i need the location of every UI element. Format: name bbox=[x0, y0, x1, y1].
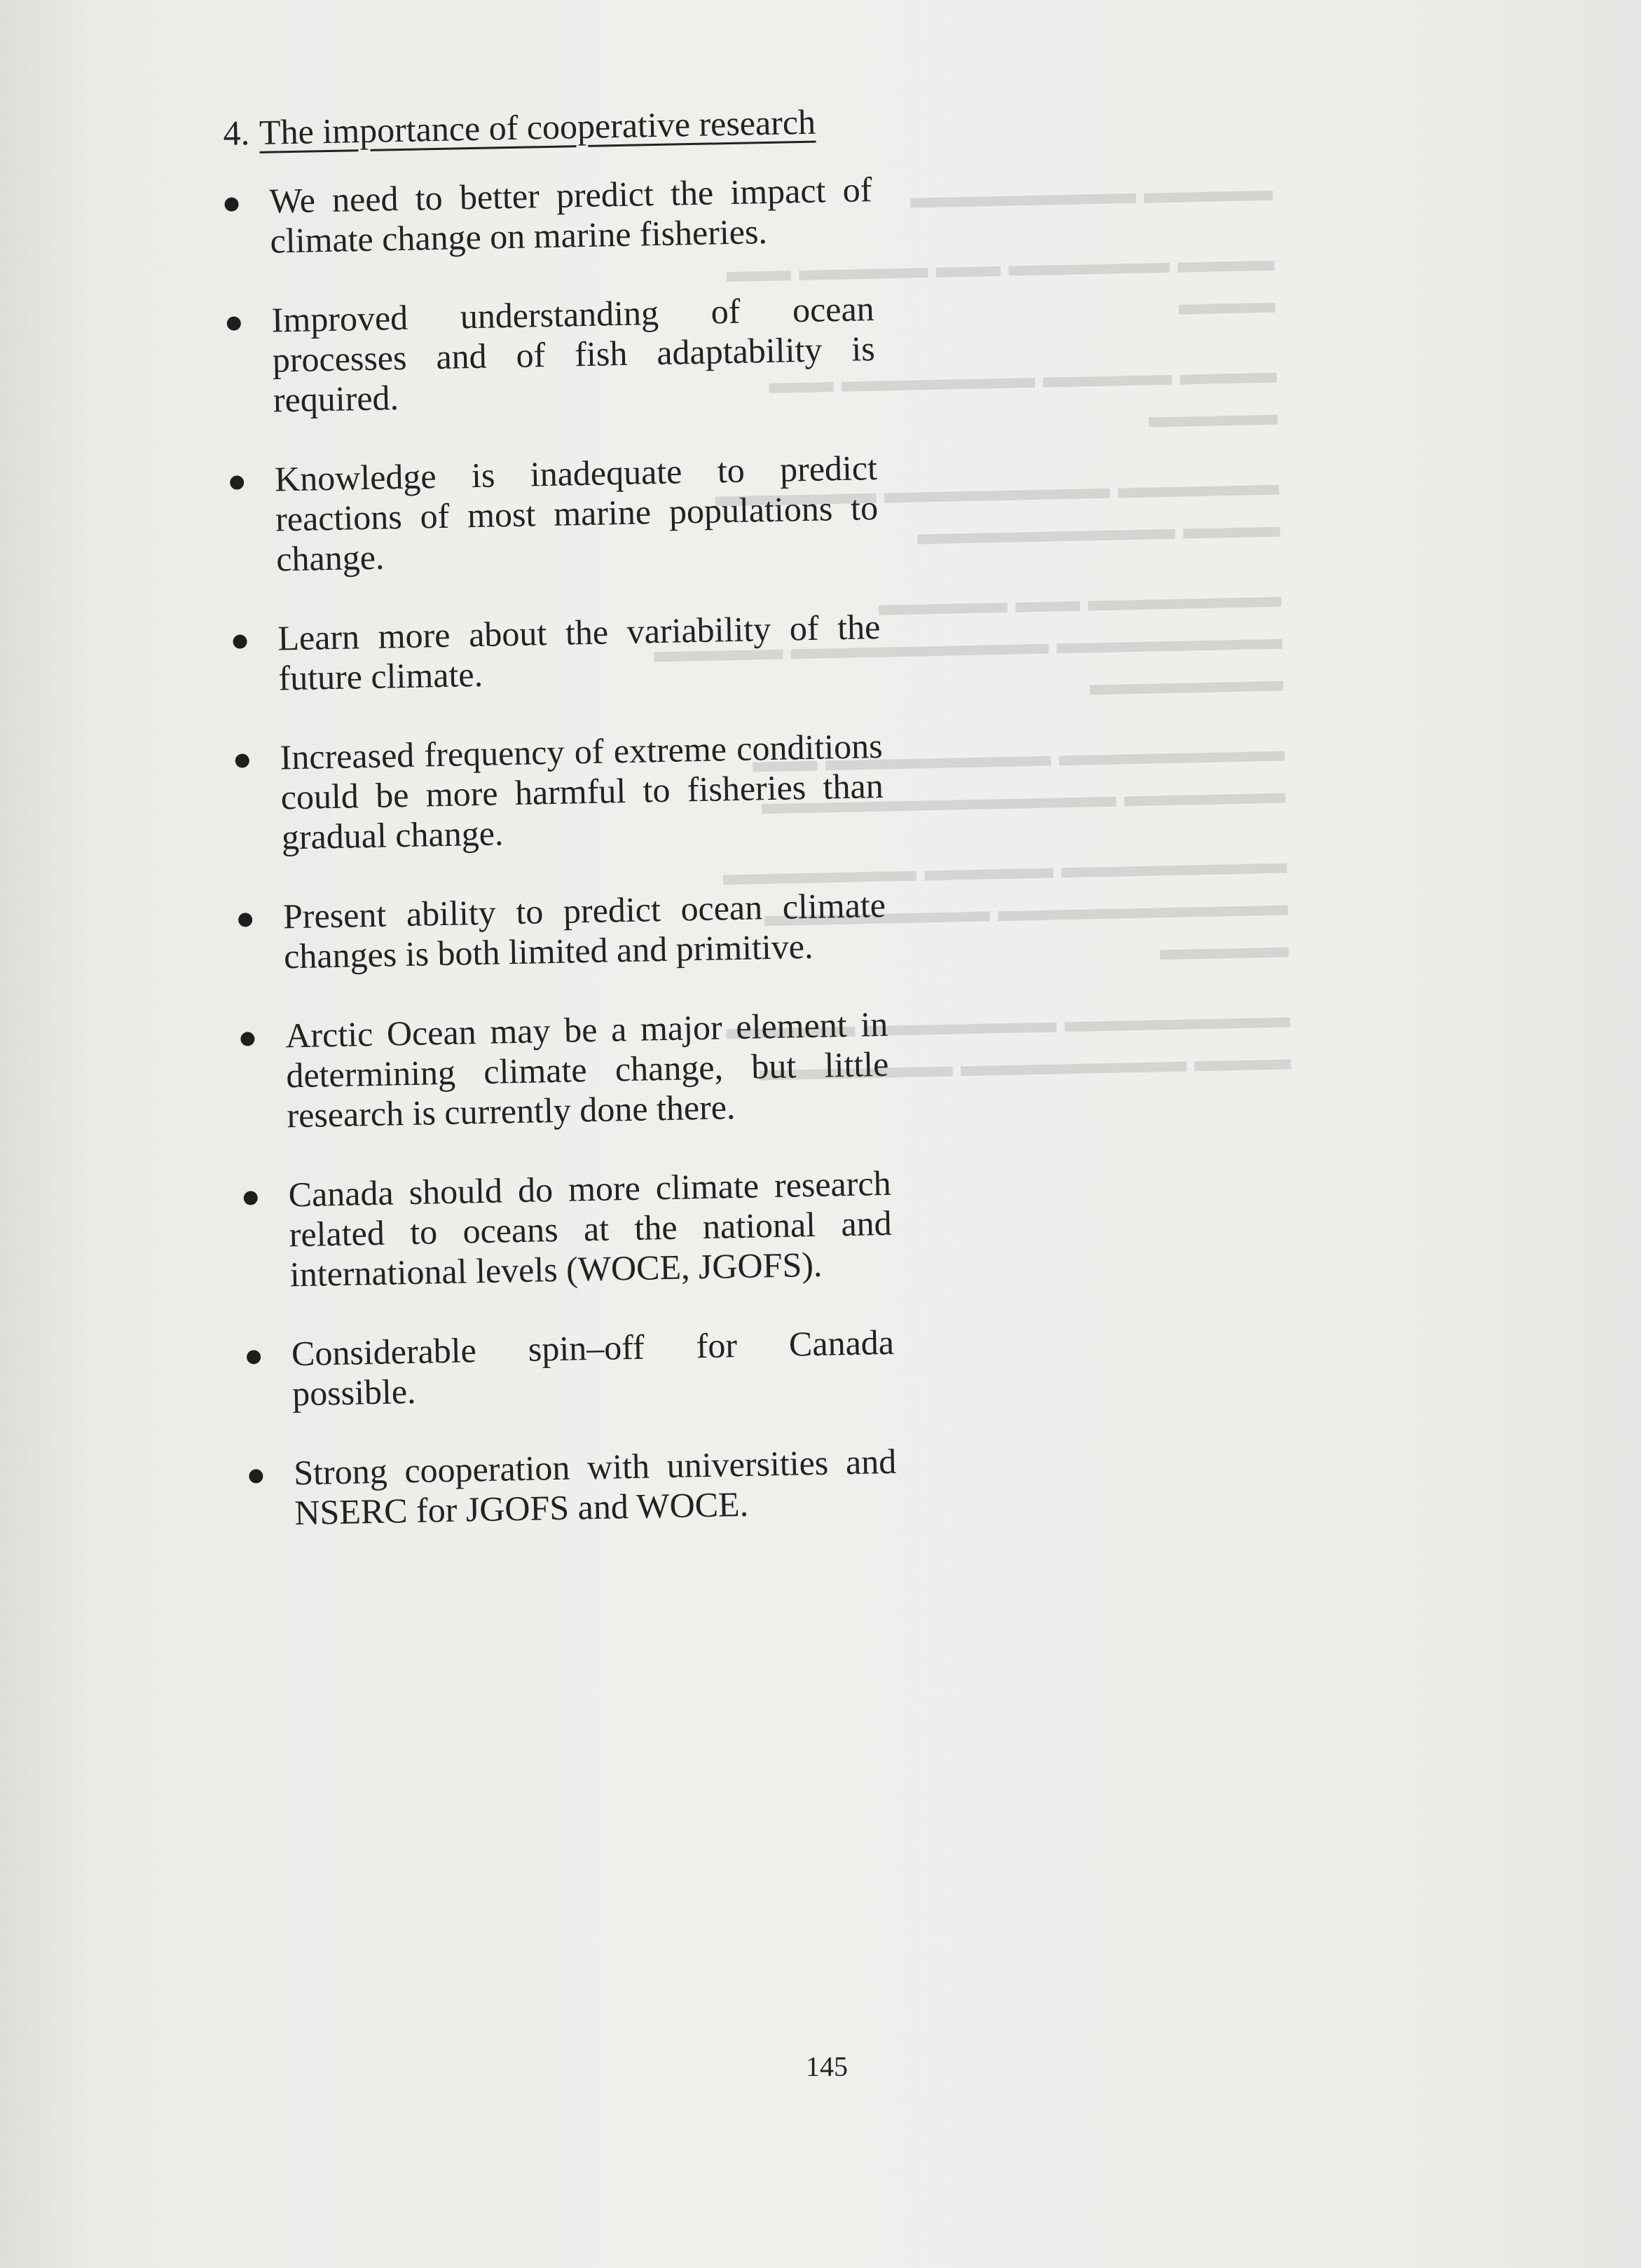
list-item bbox=[238, 1163, 893, 1296]
page-number: 145 bbox=[806, 2051, 848, 2082]
list-item bbox=[224, 448, 879, 580]
list-item bbox=[243, 1442, 898, 1534]
bleed-through-decoration: ▬▬▬▬ ▬▬▬▬▬▬▬ ▬▬▬ ▬▬▬▬▬ ▬▬ ▬▬▬▬ ▬▬ ▬▬▬ ▬▬▬ ▬▬▬▬ ▬▬▬▬▬▬ ▬▬ ▬▬▬▬ ▬▬▬▬▬ ▬▬▬▬▬▬▬ ▬▬▬▬▬ ▬▬▬ ▬▬▬▬▬▬▬▬ ▬▬▬▬▬▬ ▬▬ ▬▬▬▬ ▬▬▬▬▬▬▬ ▬▬▬▬▬▬▬▬ ▬▬▬▬ ▬▬▬▬▬▬ ▬▬▬▬▬▬▬ ▬▬▬▬▬▬▬ ▬▬ ▬▬▬▬▬ ▬▬▬▬▬▬▬▬▬▬▬ ▬▬▬▬▬▬▬ ▬▬▬▬ ▬▬▬▬▬▬ ▬▬▬▬▬▬▬▬▬ ▬▬▬▬▬▬▬ ▬▬▬▬ ▬▬▬▬▬▬▬ ▬▬▬▬▬▬ ▬▬▬▬ ▬▬▬ ▬▬▬▬▬▬▬ ▬▬▬▬▬▬ bbox=[653, 171, 1291, 1088]
bullet-icon bbox=[247, 1350, 261, 1364]
list-item bbox=[233, 885, 887, 978]
list-item bbox=[219, 170, 873, 262]
bullet-text: Strong cooperation with universities and NSERC for JGOFS and WOCE. bbox=[293, 1441, 897, 1533]
bullet-icon bbox=[227, 316, 241, 330]
section-title: The importance of cooperative research bbox=[259, 102, 816, 152]
bullet-icon bbox=[235, 753, 249, 767]
bullet-text: Increased frequency of extreme conditions could be more harmful to fisheries than gradual change. bbox=[280, 725, 884, 857]
list-item bbox=[227, 607, 881, 699]
bullet-text: Improved understanding of ocean processes and of fish adaptability is required. bbox=[271, 289, 876, 420]
list-item bbox=[240, 1323, 895, 1415]
bullet-icon bbox=[238, 913, 252, 927]
section-heading bbox=[223, 98, 933, 153]
list-item bbox=[229, 726, 884, 859]
bullet-icon bbox=[240, 1032, 254, 1046]
bullet-icon bbox=[249, 1469, 263, 1483]
bullet-icon bbox=[244, 1191, 258, 1205]
bullet-text: Present ability to predict ocean climate changes is both limited and primitive. bbox=[282, 884, 886, 976]
bullet-text: Arctic Ocean may be a major element in determining climate change, but little research is currently done there. bbox=[284, 1004, 889, 1135]
list-item bbox=[235, 1004, 890, 1137]
bullet-list bbox=[219, 168, 959, 1533]
bullet-text: Canada should do more climate research related to oceans at the national and international levels (WOCE, JGOFS). bbox=[288, 1163, 893, 1294]
bullet-icon bbox=[233, 634, 247, 648]
bullet-text: We need to better predict the impact of climate change on marine fisheries. bbox=[268, 170, 872, 261]
bullet-text: Knowledge is inadequate to predict reactions of most marine populations to change. bbox=[274, 448, 879, 579]
list-item bbox=[221, 289, 876, 421]
bullet-text: Learn more about the variability of the future climate. bbox=[277, 606, 881, 698]
bullet-text: Considerable spin–off for Canada possible. bbox=[291, 1322, 895, 1414]
section-number: 4. bbox=[223, 113, 250, 153]
main-content bbox=[217, 98, 960, 1573]
bullet-icon bbox=[224, 197, 238, 211]
bullet-icon bbox=[230, 475, 244, 489]
